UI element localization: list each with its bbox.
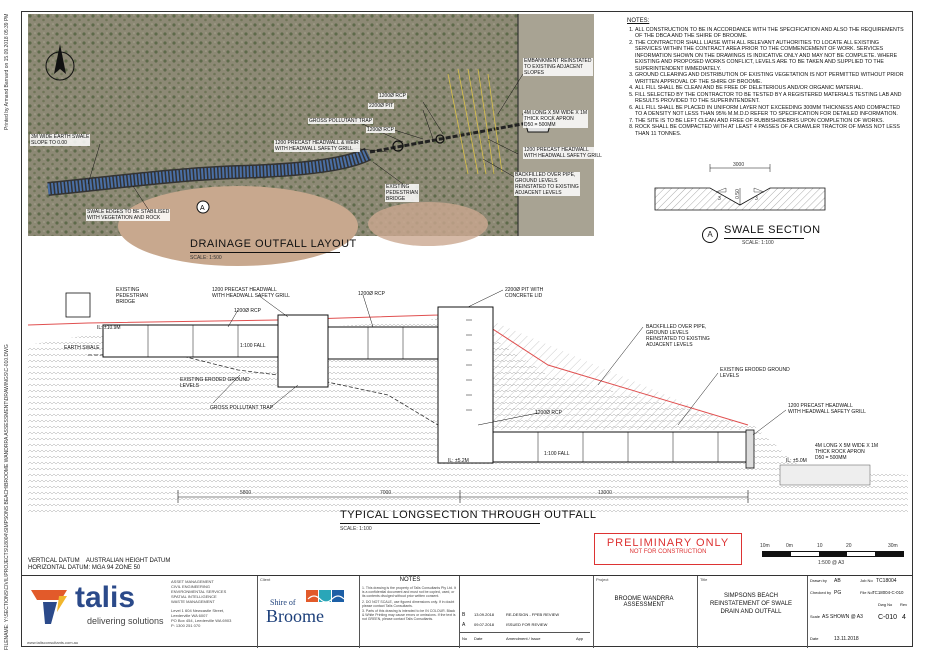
checked-by-label: Checked by xyxy=(810,590,832,595)
dim-1: 5800 xyxy=(240,490,252,496)
swale-section-scale: SCALE: 1:100 xyxy=(742,240,774,246)
label-swale: 3M WIDE EARTH SWALE SLOPE TO 0.00 xyxy=(31,134,90,146)
company-name: talis xyxy=(75,581,136,614)
label-rcp1: 1200Ø RCP xyxy=(367,127,394,133)
longsection-scale: SCALE: 1:100 xyxy=(340,526,372,532)
scalebar-label-2: 10 xyxy=(817,543,823,549)
tb-notes-heading: NOTES xyxy=(399,577,421,583)
scale-label: Scale xyxy=(810,614,821,619)
rev-row-date: 09.07.2018 xyxy=(474,622,495,627)
client-label: Client xyxy=(260,577,271,582)
tb-project xyxy=(593,576,694,648)
rev-header-no: No xyxy=(462,636,468,641)
client-name-2: Broome xyxy=(266,606,324,626)
tb-revisions xyxy=(459,576,590,648)
ls-il2: IL: ±5.2M xyxy=(448,458,469,464)
service-item: ENVIRONMENTAL SERVICES xyxy=(171,589,227,594)
ls-il3: IL: ±5.0M xyxy=(786,458,807,464)
ls-backfilled: BACKFILLED OVER PIPE, GROUND LEVELS REINSTATED TO EXISTING ADJACENT LEVELS xyxy=(646,324,710,348)
rev-divider xyxy=(460,632,590,633)
talis-logo xyxy=(27,582,187,634)
ls-swale: EARTH SWALE xyxy=(64,345,100,351)
tb-title xyxy=(697,576,804,648)
label-rcp2: 1200Ø RCP xyxy=(379,93,406,99)
swale-title-underline xyxy=(724,238,804,239)
scalebar-label-4: 30m xyxy=(888,543,898,549)
horizontal-datum: HORIZONTAL DATUM: MGA 94 ZONE 50 xyxy=(28,565,141,571)
ls-rcp-a: 1200Ø RCP xyxy=(234,308,261,314)
ls-headwall2: 1200 PRECAST HEADWALL WITH HEADWALL SAFETY GRILL xyxy=(788,403,866,415)
project-name: BROOME WANDRRA ASSESSMENT xyxy=(614,596,674,608)
note-item: 3. GROUND CLEARING AND DISTRIBUTION OF EXISTING VEGETATION IS NOT PERMITTED WITHOUT PRIOR WRITTEN APPROVAL OF THE SHIRE OF BROOME. xyxy=(635,72,907,85)
ls-fall1: 1:100 FALL xyxy=(240,343,266,349)
ls-headwall1: 1200 PRECAST HEADWALL WITH HEADWALL SAFETY GRILL xyxy=(212,287,290,299)
checked-by-value: PG xyxy=(834,590,842,596)
file-no-value: TC18004-C-010 xyxy=(872,590,904,595)
rev-value: 4 xyxy=(902,614,906,621)
rev-code: A xyxy=(462,622,466,628)
date-value: 13.11.2018 xyxy=(834,636,859,642)
note-item: 1. ALL CONSTRUCTION TO BE IN ACCORDANCE WITH THE SPECIFICATION AND ALSO THE REQUIREMENTS OF THE DBCA AND THE SHIRE OF BROOME. xyxy=(635,27,907,40)
prelim-line2: NOT FOR CONSTRUCTION xyxy=(629,549,707,555)
scalebar-label-3: 20 xyxy=(846,543,852,549)
longsection-underline xyxy=(340,523,540,524)
tb-metadata xyxy=(807,576,914,648)
filename-info: FILENAME: Y:\SECTIONS\CIVIL\PROJECTS\18004\SIMPSONS BEACH\BROOME WANDRRA ASSESSMENT\DRAWINGS\C-010.DWG xyxy=(4,344,10,650)
rev-row-desc: RE-DESIGN - FPEB REVIEW xyxy=(506,612,560,617)
note-item: 2. THE CONTRACTOR SHALL LIAISE WITH ALL RELEVANT AUTHORITIES TO LOCATE ALL EXISTING SERVICES WITHIN THE CONTRACT AREA PRIOR TO THE COMMENCEMENT OF WORK. SERVICES INFORMATION SHOWN ON THE DRAWINGS IS INDICATIVE ONLY AND MAY NOT BE COMPLETE. WHERE EXISTING AND PROPOSED WORKS CONFLICT, LEVELS ARE TO BE TAKEN AND SUPPLIED TO THE SUPERINTENDENT IMMEDIATELY. xyxy=(635,40,907,73)
ls-pit: 2200Ø PIT WITH CONCRETE LID xyxy=(505,287,544,299)
aerial-drawing xyxy=(28,14,594,236)
dim-3: 13000 xyxy=(598,490,612,496)
file-no-label: File No xyxy=(860,590,873,595)
tb-note: 2. DO NOT SCALE, use figured dimensions only. If in doubt please contact Talis Consultants. xyxy=(362,599,455,608)
longsection-drawing xyxy=(28,275,908,515)
service-item: WASTE MANAGEMENT xyxy=(171,599,215,604)
tb-note: 3. Parts of this drawing is intended to be IN COLOUR. Black & White Printing may cause errors or omissions. If the text is not GREEN, please contact Talis Consultants. xyxy=(362,609,456,622)
swale-section-title: SWALE SECTION xyxy=(724,224,821,236)
label-backfilled: BACKFILLED OVER PIPE, GROUND LEVELS REINSTATED TO EXISTING ADJACENT LEVELS xyxy=(515,172,579,196)
client-name: Shire of xyxy=(270,598,296,607)
dwg-no-label: Dwg No xyxy=(878,602,893,607)
swale-section-marker: A xyxy=(702,227,718,243)
swale-slope-right: 3 xyxy=(755,196,758,202)
dwg-no-value: C-010 xyxy=(878,614,898,621)
swale-slope-left: 3 xyxy=(718,196,721,202)
note-item: 6. ALL FILL SHALL BE PLACED IN UNIFORM LAYER NOT EXCEEDING 300MM THICKNESS AND COMPACTED TO A DENSITY NOT LESS THAN 95% M.M.D.D REFER TO SPECIFICATION FOR DETAILED INFORMATION. xyxy=(635,105,907,118)
title-block xyxy=(21,575,913,648)
rev-header-date: Date xyxy=(474,636,483,641)
ls-rcp-c: 1200Ø RCP xyxy=(535,410,562,416)
notes-list xyxy=(627,27,907,138)
ls-apron: 4M LONG X 5M WIDE X 1M THICK ROCK APRON D50 = 500MM xyxy=(815,443,879,461)
notes-heading: NOTES: xyxy=(627,18,650,24)
dim-2: 7000 xyxy=(380,490,392,496)
label-gpt: GROSS POLLUTANT TRAP xyxy=(309,118,373,124)
plan-title-underline xyxy=(190,252,340,253)
note-item: 8. ROCK SHALL BE COMPACTED WITH AT LEAST 4 PASSES OF A CRAWLER TRACTOR OF MASS NOT LESS THAN 11 TONNES. xyxy=(635,124,907,137)
label-apron: 4M LONG X 5M WIDE X 1M THICK ROCK APRON D50 = 500MM xyxy=(524,110,588,128)
plan-title: DRAINAGE OUTFALL LAYOUT xyxy=(190,238,357,250)
job-no-label: Job No xyxy=(860,578,873,583)
label-headwall2: 1200 PRECAST HEADWALL WITH HEADWALL SAFETY GRILL xyxy=(524,147,602,159)
preliminary-stamp xyxy=(594,533,742,565)
swale-width-dim: 3000 xyxy=(733,162,745,168)
address-line: Leederville WA 6007 xyxy=(171,613,208,618)
date-label: Date xyxy=(810,636,819,641)
service-item: CIVIL ENGINEERING xyxy=(171,584,210,589)
side-metadata xyxy=(2,10,16,650)
job-no-value: TC18004 xyxy=(876,578,897,584)
ls-bridge: EXISTING PEDESTRIAN BRIDGE xyxy=(116,287,148,305)
scalebar-caption: 1:500 @ A3 xyxy=(818,560,845,566)
vertical-datum: VERTICAL DATUM AUSTRALIAN HEIGHT DATUM xyxy=(28,558,171,564)
scale-bar xyxy=(762,551,904,557)
longsection-title: TYPICAL LONGSECTION THROUGH OUTFALL xyxy=(340,509,597,521)
ls-fall2: 1:100 FALL xyxy=(544,451,570,457)
prelim-line1: PRELIMINARY ONLY xyxy=(606,537,730,549)
note-item: 7. THE SITE IS TO BE LEFT CLEAN AND FREE OF RUBBISH/DEBRIS UPON COMPLETION OF WORKS. xyxy=(635,118,907,125)
service-item: ASSET MANAGEMENT xyxy=(171,579,214,584)
address-line: PO Box 454, Leederville WA 6903 xyxy=(171,618,232,623)
ls-rcp-b: 1200Ø RCP xyxy=(358,291,385,297)
note-item: 5. FILL SELECTED BY THE CONTRACTOR TO BE TESTED BY A REGISTERED MATERIALS TESTING LAB AND RESULTS PROVIDED TO THE SUPERINTENDENT. xyxy=(635,92,907,105)
drawn-by-label: Drawn by xyxy=(810,578,827,583)
section-callout-icon xyxy=(197,201,209,213)
scale-value: AS SHOWN @ A3 xyxy=(822,614,863,620)
rev-code: B xyxy=(462,612,466,618)
rev-header-amend: Amendment / Issue xyxy=(506,636,541,641)
address-line: Level 1 604 Newcastle Street, xyxy=(171,608,225,613)
label-pit: 2200Ø PIT xyxy=(369,103,394,109)
company-phone: P: 1300 251 070 xyxy=(171,623,201,628)
drawn-by-value: AB xyxy=(834,578,841,584)
rev-header-app: App xyxy=(576,636,584,641)
talis-logo-icon xyxy=(27,584,72,626)
print-info: Printed by Armand Barnard on 15.09.2018 05:39 PM xyxy=(4,13,10,130)
tb-notes xyxy=(359,576,460,648)
scalebar-label-1: 0m xyxy=(786,543,793,549)
swale-depth-dim: 0.50 xyxy=(734,189,741,199)
title-label: Title xyxy=(700,577,708,582)
rev-row xyxy=(462,622,465,628)
scalebar-label-0: 10m xyxy=(760,543,770,549)
tb-client xyxy=(257,576,360,648)
company-tagline: delivering solutions xyxy=(87,616,164,626)
rev-label: Rev xyxy=(900,602,908,607)
project-label: Project xyxy=(596,577,609,582)
drawing-title: SIMPSONS BEACH REINSTATEMENT OF SWALE DRAIN AND OUTFALL xyxy=(709,593,793,615)
ls-eroded1: EXISTING ERODED GROUND LEVELS xyxy=(180,377,250,389)
swale-section-drawing xyxy=(650,160,830,215)
label-edges: SWALE EDGES TO BE STABILISED WITH VEGETATION AND ROCK xyxy=(87,209,170,221)
general-notes xyxy=(627,18,907,137)
label-precast-headwall: 1200 PRECAST HEADWALL & WEIR WITH HEADWALL SAFETY GRILL xyxy=(275,140,359,152)
label-embankment: EMBANKMENT REINSTATED TO EXISTING ADJACENT SLOPES xyxy=(524,58,592,76)
rev-row-desc: ISSUED FOR REVIEW xyxy=(506,622,548,627)
ls-gpt: GROSS POLLUTANT TRAP xyxy=(210,405,274,411)
aerial-plan xyxy=(28,14,602,236)
note-item: 4. ALL FILL SHALL BE CLEAN AND BE FREE OF DELETERIOUS AND/OR ORGANIC MATERIAL. xyxy=(635,85,907,92)
rev-row xyxy=(462,612,465,618)
ls-eroded2: EXISTING ERODED GROUND LEVELS xyxy=(720,367,790,379)
label-bridge: EXISTING PEDESTRIAN BRIDGE xyxy=(386,184,418,202)
svg-text:A: A xyxy=(200,205,205,212)
tb-services xyxy=(171,576,251,648)
company-website: www.talisconsultants.com.au xyxy=(27,640,79,645)
datum-info xyxy=(28,558,170,572)
tb-note: 1. This drawing is the property of Talis Consultants Pty Ltd. It is a confidential document and must not be copied, used, or its contents divulged without prior written consent. xyxy=(362,586,456,599)
plan-scale: SCALE: 1:500 xyxy=(190,255,222,261)
ls-il1: IL: ±10.9M xyxy=(97,325,121,331)
service-item: SPATIAL INTELLIGENCE xyxy=(171,594,217,599)
rev-row-date: 13.09.2018 xyxy=(474,612,495,617)
